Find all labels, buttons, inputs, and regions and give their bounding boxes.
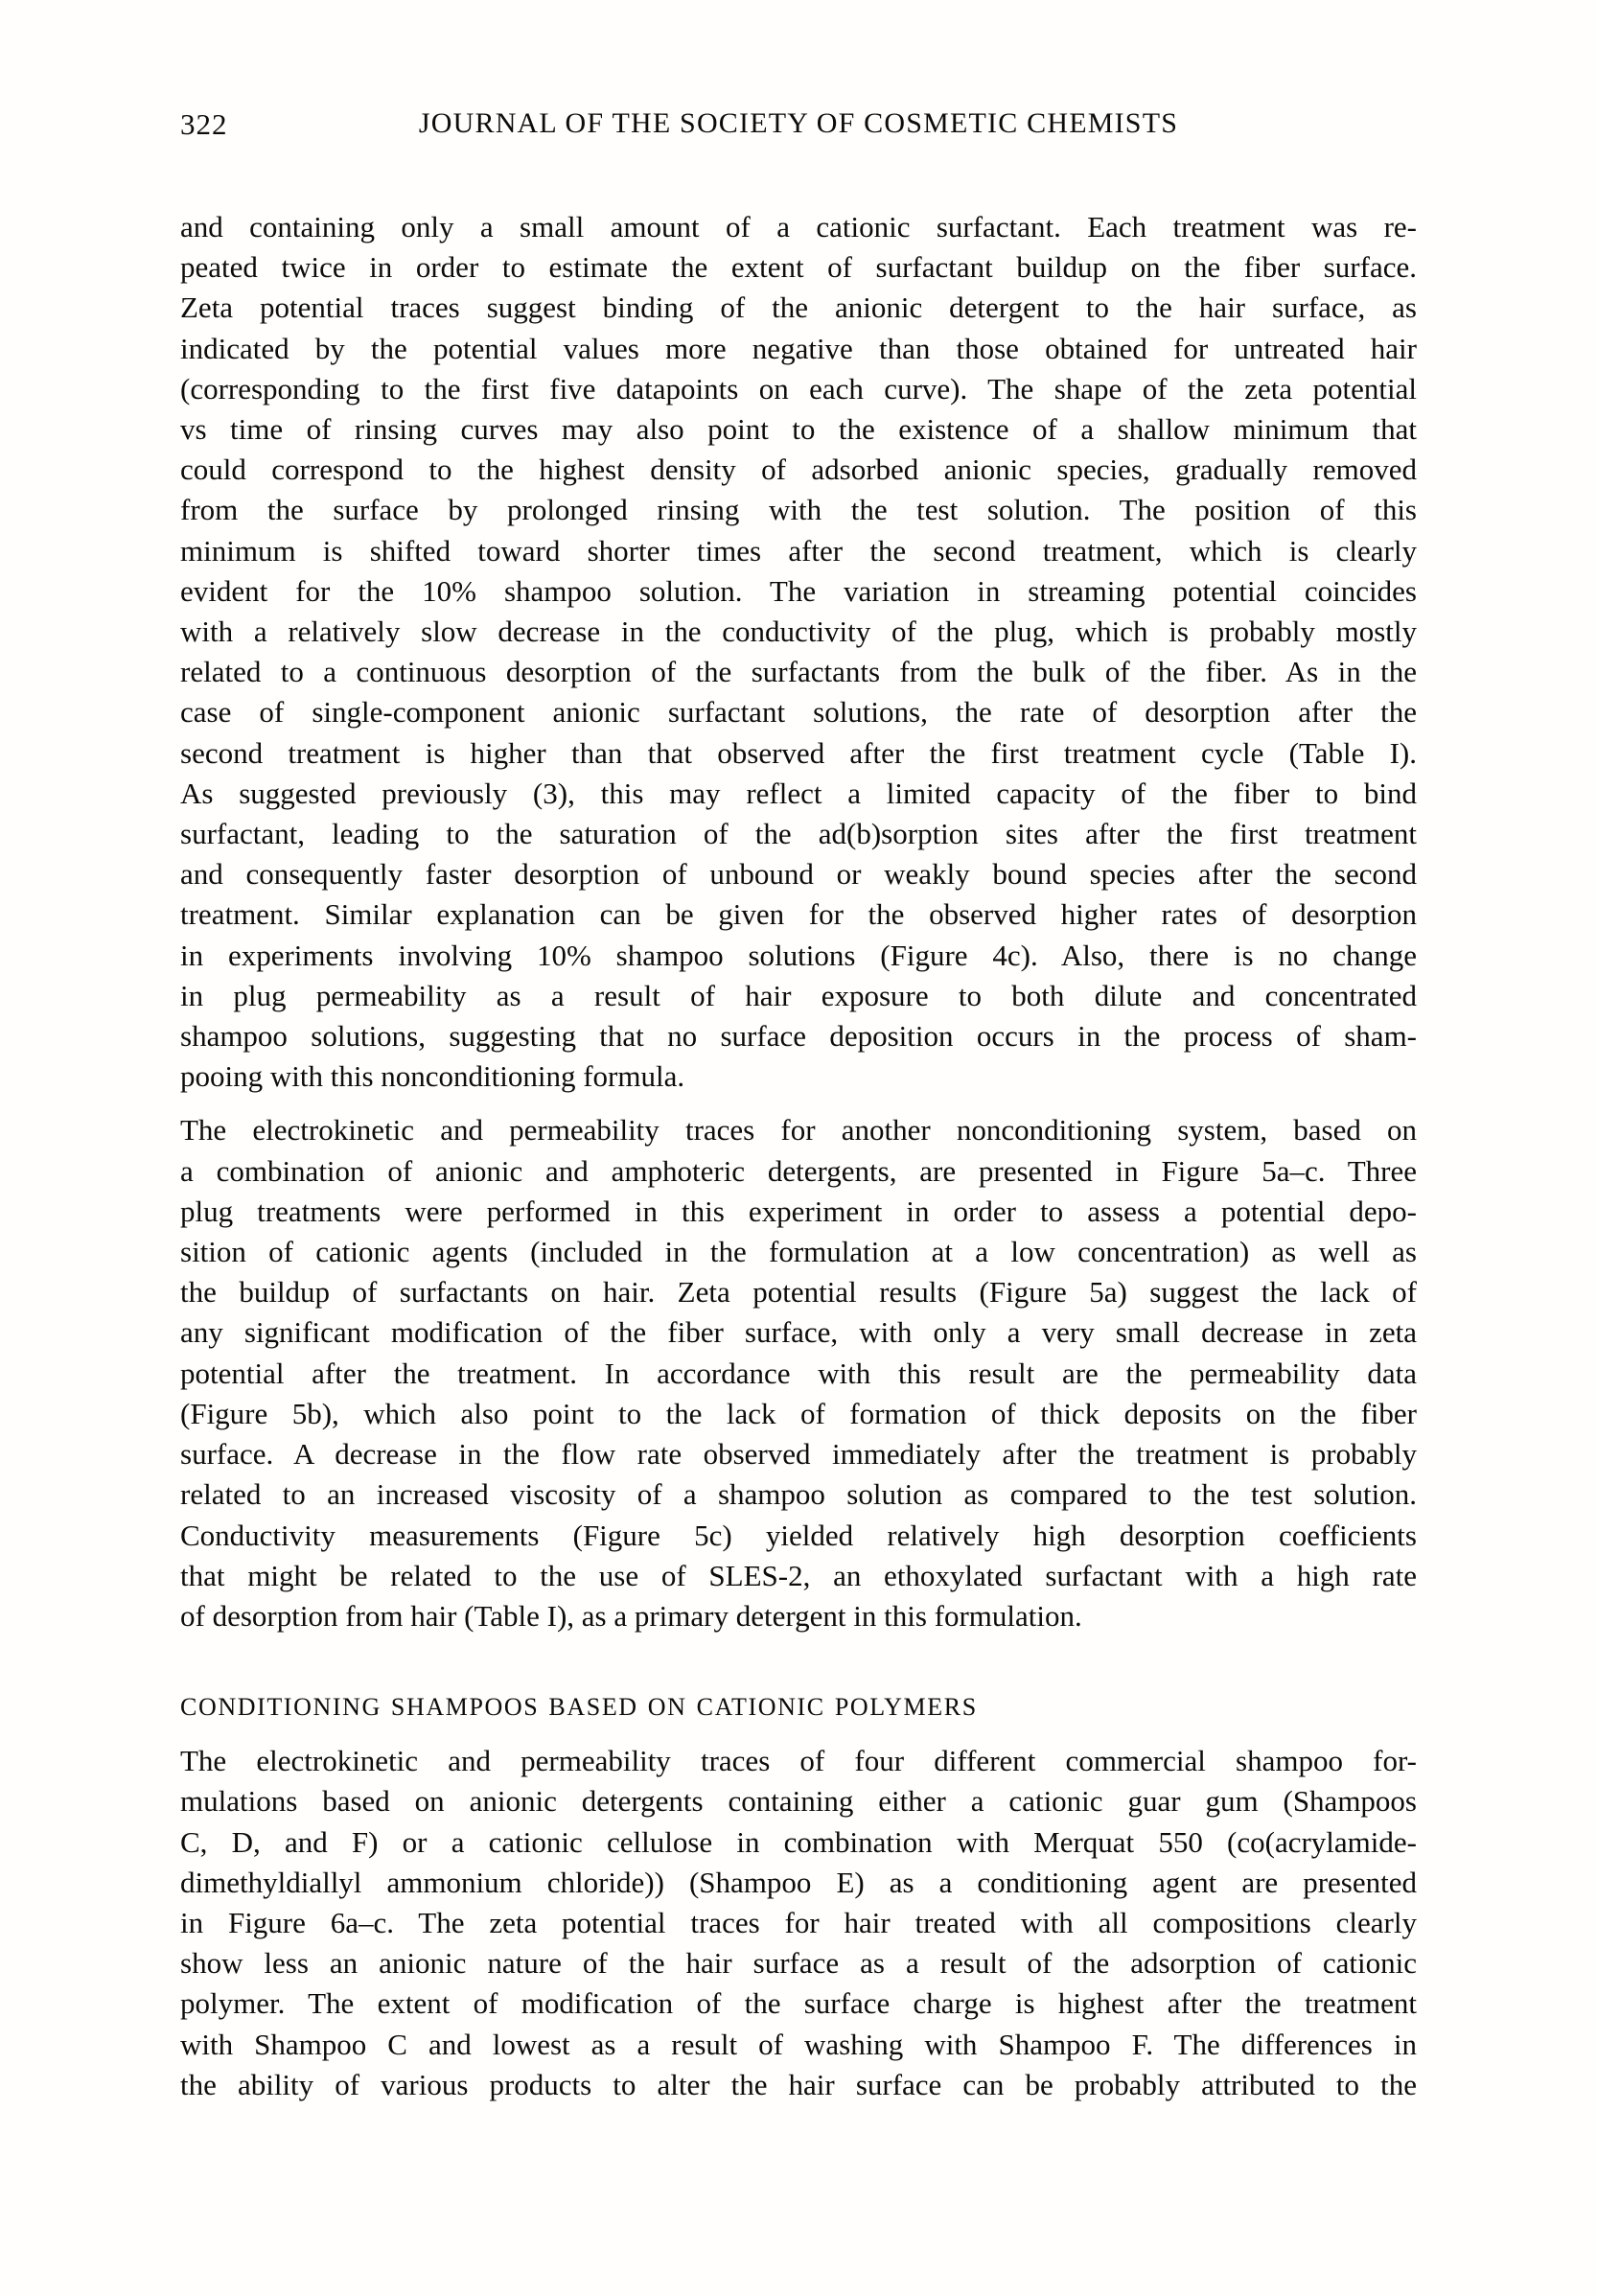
text-line: The electrokinetic and permeability traces for another nonconditioning system, based on <box>180 1113 1417 1148</box>
text-line: The electrokinetic and permeability traces of four different commercial shampoo for- <box>180 1744 1417 1778</box>
text-line: case of single-component anionic surfactant solutions, the rate of desorption after the <box>180 695 1417 730</box>
journal-title: JOURNAL OF THE SOCIETY OF COSMETIC CHEMISTS <box>418 107 1179 139</box>
text-line: treatment. Similar explanation can be given for the observed higher rates of desorption <box>180 897 1417 932</box>
text-line: Conductivity measurements (Figure 5c) yielded relatively high desorption coefficients <box>180 1518 1417 1552</box>
text-line: Zeta potential traces suggest binding of the anionic detergent to the hair surface, as <box>180 290 1417 325</box>
text-line: potential after the treatment. In accordance with this result are the permeability data <box>180 1356 1417 1390</box>
text-line: the ability of various products to alter the hair surface can be probably attributed to the <box>180 2067 1417 2101</box>
text-line: and consequently faster desorption of unbound or weakly bound species after the second <box>180 857 1417 892</box>
text-line: peated twice in order to estimate the extent of surfactant buildup on the fiber surface. <box>180 250 1417 285</box>
text-line: in Figure 6a–c. The zeta potential traces for hair treated with all compositions clearly <box>180 1905 1417 1939</box>
text-line: (Figure 5b), which also point to the lack of formation of thick deposits on the fiber <box>180 1396 1417 1430</box>
text-line: C, D, and F) or a cationic cellulose in combination with Merquat 550 (co(acrylamide- <box>180 1824 1417 1859</box>
text-line: dimethyldiallyl ammonium chloride)) (Shampoo E) as a conditioning agent are presented <box>180 1865 1417 1899</box>
text-line: second treatment is higher than that observed after the first treatment cycle (Table I). <box>180 735 1417 770</box>
text-line: in plug permeability as a result of hair exposure to both dilute and concentrated <box>180 978 1417 1012</box>
text-line: in experiments involving 10% shampoo solutions (Figure 4c). Also, there is no change <box>180 938 1417 972</box>
text-line: with Shampoo C and lowest as a result of washing with Shampoo F. The differences in <box>180 2027 1417 2061</box>
article-body <box>180 207 1417 2105</box>
paragraph-1 <box>180 207 1417 1097</box>
paragraph-3 <box>180 1741 1417 2105</box>
text-line: of desorption from hair (Table I), as a primary detergent in this formulation. <box>180 1598 1082 1633</box>
text-line: shampoo solutions, suggesting that no surface deposition occurs in the process of sham- <box>180 1019 1417 1054</box>
page-number: 322 <box>180 107 228 141</box>
text-line: any significant modification of the fiber surface, with only a very small decrease in zeta <box>180 1315 1417 1350</box>
text-line: vs time of rinsing curves may also point to the existence of a shallow minimum that <box>180 412 1417 447</box>
text-line: the buildup of surfactants on hair. Zeta potential results (Figure 5a) suggest the lack of <box>180 1275 1417 1310</box>
text-line: evident for the 10% shampoo solution. The variation in streaming potential coincides <box>180 573 1417 608</box>
text-line: mulations based on anionic detergents containing either a cationic guar gum (Shampoos <box>180 1784 1417 1819</box>
text-line: (corresponding to the first five datapoints on each curve). The shape of the zeta potential <box>180 371 1417 406</box>
text-line: surface. A decrease in the flow rate observed immediately after the treatment is probably <box>180 1437 1417 1472</box>
text-line: As suggested previously (3), this may reflect a limited capacity of the fiber to bind <box>180 776 1417 810</box>
text-line: indicated by the potential values more negative than those obtained for untreated hair <box>180 331 1417 365</box>
text-line: from the surface by prolonged rinsing with the test solution. The position of this <box>180 493 1417 527</box>
text-line: show less an anionic nature of the hair surface as a result of the adsorption of cationic <box>180 1946 1417 1981</box>
text-line: polymer. The extent of modification of the surface charge is highest after the treatment <box>180 1986 1417 2021</box>
text-line: that might be related to the use of SLES-2, an ethoxylated surfactant with a high rate <box>180 1558 1417 1592</box>
page-header <box>180 107 1417 146</box>
text-line: a combination of anionic and amphoteric detergents, are presented in Figure 5a–c. Three <box>180 1153 1417 1188</box>
text-line: pooing with this nonconditioning formula. <box>180 1059 685 1094</box>
text-line: minimum is shifted toward shorter times after the second treatment, which is clearly <box>180 533 1417 568</box>
text-line: related to a continuous desorption of the surfactants from the bulk of the fiber. As in the <box>180 655 1417 689</box>
text-line: related to an increased viscosity of a shampoo solution as compared to the test solution. <box>180 1477 1417 1512</box>
text-line: could correspond to the highest density of adsorbed anionic species, gradually removed <box>180 452 1417 487</box>
text-line: surfactant, leading to the saturation of the ad(b)sorption sites after the first treatment <box>180 817 1417 851</box>
paragraph-2 <box>180 1110 1417 1636</box>
section-heading: CONDITIONING SHAMPOOS BASED ON CATIONIC POLYMERS <box>180 1693 978 1722</box>
text-line: sition of cationic agents (included in the formulation at a low concentration) as well as <box>180 1235 1417 1269</box>
text-line: plug treatments were performed in this experiment in order to assess a potential depo- <box>180 1194 1417 1228</box>
text-line: and containing only a small amount of a cationic surfactant. Each treatment was re- <box>180 210 1417 244</box>
text-line: with a relatively slow decrease in the conductivity of the plug, which is probably mostly <box>180 615 1417 649</box>
